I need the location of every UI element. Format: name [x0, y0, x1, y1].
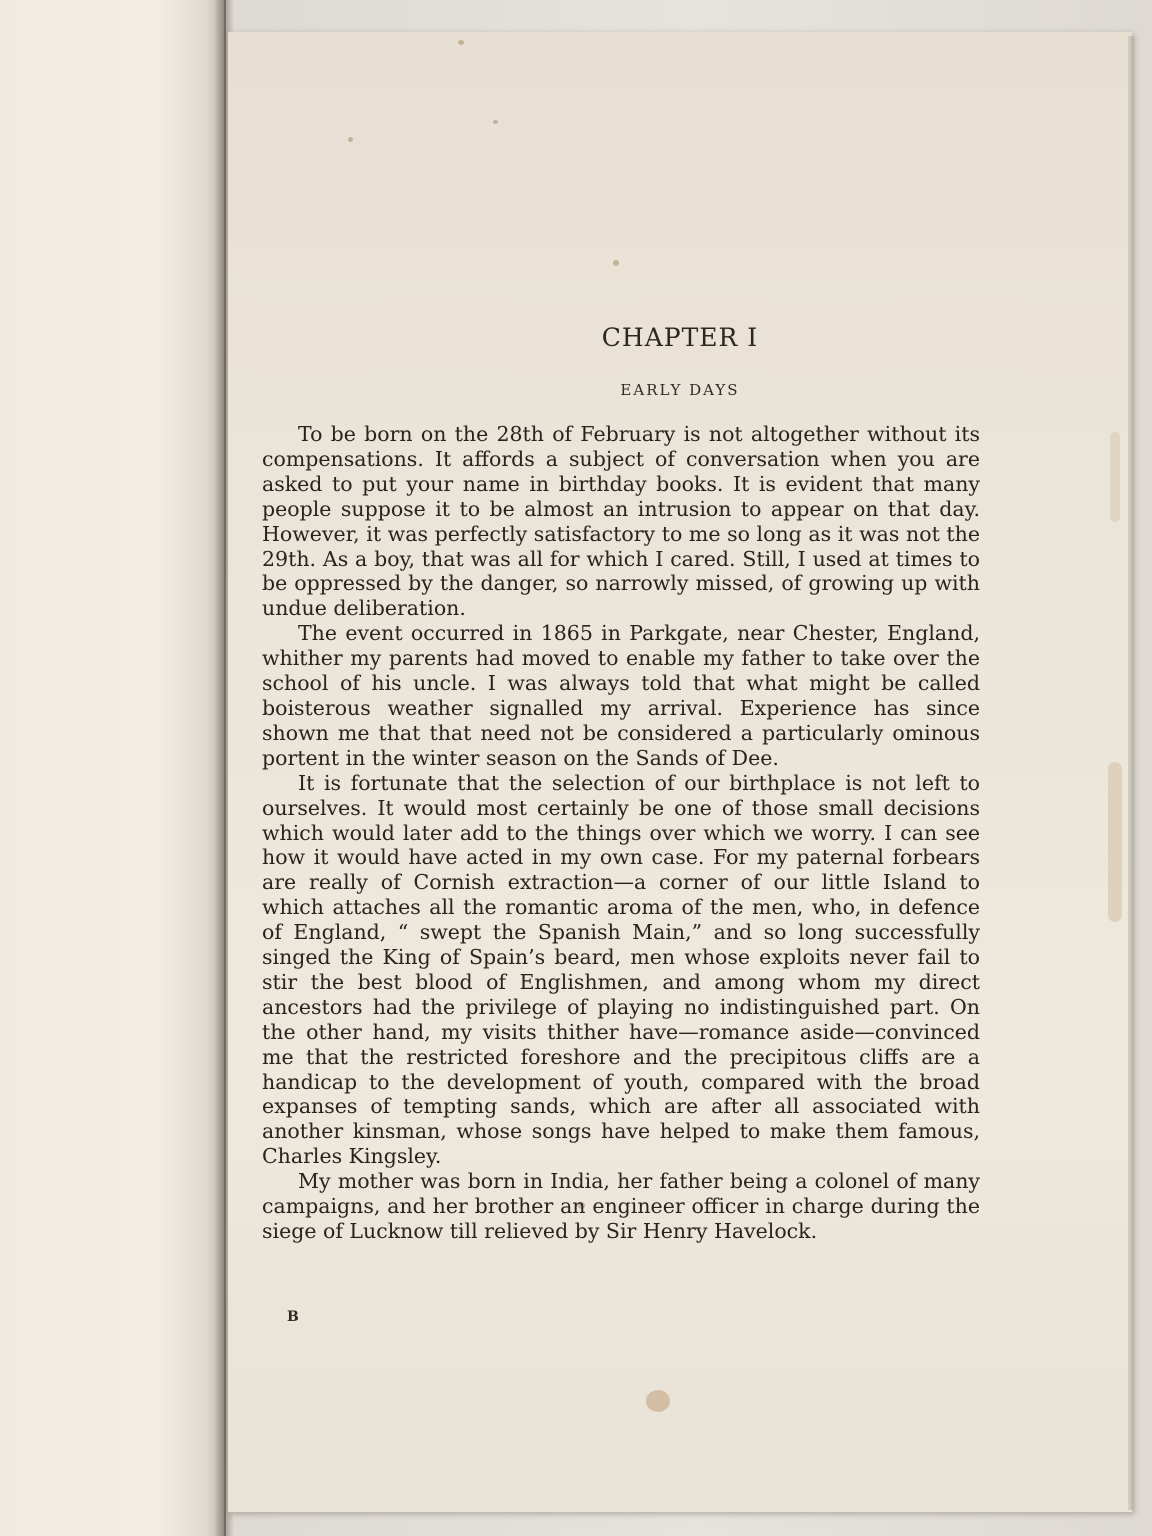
- signature-mark: B: [287, 1309, 299, 1325]
- page-edge: [1128, 36, 1134, 1510]
- foxing-spot: [493, 120, 498, 124]
- foxing-spot: [348, 137, 353, 142]
- foxing-spot: [646, 1390, 670, 1412]
- chapter-title: CHAPTER I: [601, 323, 759, 352]
- paragraph: To be born on the 28th of February is not altogether without its compensations. It affords a subject of conversation when you are asked to put your name in birthday books. It is evident that many people suppose it to be almost an intrusion to appear on that day. However, it was perfectly satisfactory to me so long as it was not the 29th. As a boy, that was all for which I cared. Still, I used at times to be oppressed by the danger, so narrowly missed, of growing up with undue deliberation.: [262, 422, 980, 621]
- paragraph: My mother was born in India, her father being a colonel of many campaigns, and her brother an engineer officer in charge during the siege of Lucknow till relieved by Sir Henry Havelock.: [262, 1169, 980, 1243]
- body-text: [262, 422, 980, 1244]
- foxing-spot: [1108, 762, 1122, 922]
- foxing-spot: [1110, 432, 1120, 522]
- foxing-spot: [613, 260, 619, 266]
- chapter-subtitle: EARLY DAYS: [620, 381, 740, 399]
- paragraph: The event occurred in 1865 in Parkgate, near Chester, England, whither my parents had moved to enable my father to take over the school of his uncle. I was always told that what might be called boisterous weather signalled my arrival. Experience has since shown me that that need not be considered a particularly ominous portent in the winter season on the Sands of Dee.: [262, 621, 980, 770]
- foxing-spot: [458, 40, 464, 45]
- paragraph: It is fortunate that the selection of our birthplace is not left to ourselves. It would most certainly be one of those small decisions which would later add to the things over which we worry. I can see how it would have acted in my own case. For my paternal forbears are really of Cornish extraction—a corner of our little Island to which attaches all the romantic aroma of the men, who, in defence of England, “ swept the Spanish Main,” and so long successfully singed the King of Spain’s beard, men whose exploits never fail to stir the best blood of Englishmen, and among whom my direct ancestors had the privilege of playing no indistinguished part. On the other hand, my visits thither have—romance aside—convinced me that the restricted foreshore and the precipitous cliffs are a handicap to the development of youth, compared with the broad expanses of tempting sands, which are after all associated with another kinsman, whose songs have helped to make them famous, Charles Kingsley.: [262, 770, 980, 1169]
- left-facing-page: [0, 0, 226, 1536]
